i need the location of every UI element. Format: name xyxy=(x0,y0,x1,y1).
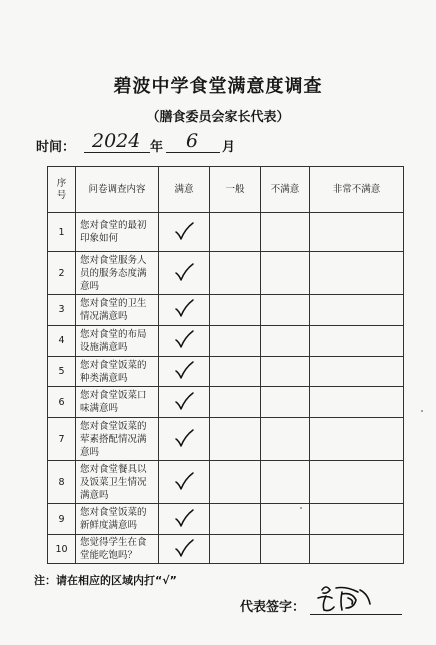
table-row xyxy=(48,356,404,387)
row-number: 5 xyxy=(48,356,76,387)
answer-cell-average[interactable] xyxy=(210,252,261,295)
answer-cell-satisfied[interactable] xyxy=(159,461,210,504)
header-very-unsatisfied: 非常不满意 xyxy=(310,167,404,213)
checkmark-icon xyxy=(173,428,195,448)
question-line: 新鲜度满意吗 xyxy=(80,520,138,532)
question-line: 情况满意吗 xyxy=(80,310,128,322)
checkmark-icon xyxy=(173,298,195,318)
question-line: 满意吗 xyxy=(80,489,109,501)
question-line: 您对食堂饭菜的 xyxy=(80,359,147,371)
month-label: 月 xyxy=(222,140,236,155)
answer-cell-very-unsatisfied[interactable] xyxy=(310,418,404,461)
question-line: 您对食堂服务人 xyxy=(80,254,147,266)
answer-cell-unsatisfied[interactable] xyxy=(261,213,310,252)
answer-cell-very-unsatisfied[interactable] xyxy=(310,325,404,356)
answer-cell-very-unsatisfied[interactable] xyxy=(310,295,404,326)
year-underline xyxy=(84,152,150,153)
answer-cell-unsatisfied[interactable] xyxy=(261,504,310,535)
table-row xyxy=(48,418,404,461)
question-text xyxy=(76,252,159,295)
checkmark-icon xyxy=(173,221,195,241)
header-average: 一般 xyxy=(210,167,261,213)
question-line: 您对食堂餐具以 xyxy=(80,463,147,475)
answer-cell-very-unsatisfied[interactable] xyxy=(310,387,404,418)
question-text xyxy=(76,295,159,326)
table-row xyxy=(48,387,404,418)
question-line: 您对食堂的卫生 xyxy=(80,297,147,309)
question-line: 堂能吃饱吗？ xyxy=(80,550,138,562)
row-number: 1 xyxy=(48,213,76,252)
checkmark-icon xyxy=(173,471,195,491)
answer-cell-satisfied[interactable] xyxy=(159,418,210,461)
question-line: 意吗 xyxy=(80,446,100,458)
answer-cell-satisfied[interactable] xyxy=(159,504,210,535)
answer-cell-very-unsatisfied[interactable] xyxy=(310,535,404,564)
answer-cell-satisfied[interactable] xyxy=(159,252,210,295)
question-line: 您对食堂的布局 xyxy=(80,328,147,340)
answer-cell-average[interactable] xyxy=(210,418,261,461)
form-title: 碧波中学食堂满意度调查 xyxy=(113,76,323,97)
row-number: 10 xyxy=(48,535,76,564)
table-row xyxy=(48,295,404,326)
note-text: 注：请在相应的区域内打“√” xyxy=(34,574,177,587)
row-number: 9 xyxy=(48,504,76,535)
answer-cell-satisfied[interactable] xyxy=(159,535,210,564)
table-row xyxy=(48,213,404,252)
answer-cell-very-unsatisfied[interactable] xyxy=(310,252,404,295)
question-line: 设施满意吗 xyxy=(80,341,128,353)
month-underline xyxy=(166,152,220,153)
table-row xyxy=(48,325,404,356)
answer-cell-very-unsatisfied[interactable] xyxy=(310,356,404,387)
answer-cell-unsatisfied[interactable] xyxy=(261,325,310,356)
question-line: 员的服务态度满 xyxy=(80,267,147,279)
checkmark-icon xyxy=(173,538,195,558)
scan-speck xyxy=(300,507,302,509)
answer-cell-satisfied[interactable] xyxy=(159,387,210,418)
checkmark-icon xyxy=(173,329,195,349)
header-no xyxy=(48,167,76,213)
question-line: 您对食堂饭菜口 xyxy=(80,390,147,402)
answer-cell-average[interactable] xyxy=(210,387,261,418)
answer-cell-average[interactable] xyxy=(210,504,261,535)
header-satisfied: 满意 xyxy=(159,167,210,213)
question-text xyxy=(76,325,159,356)
question-text xyxy=(76,461,159,504)
row-number: 4 xyxy=(48,325,76,356)
table-row xyxy=(48,252,404,295)
question-text xyxy=(76,387,159,418)
answer-cell-unsatisfied[interactable] xyxy=(261,461,310,504)
form-subtitle: （膳食委员会家长代表） xyxy=(146,110,290,125)
row-number: 6 xyxy=(48,387,76,418)
answer-cell-average[interactable] xyxy=(210,535,261,564)
answer-cell-unsatisfied[interactable] xyxy=(261,418,310,461)
question-text xyxy=(76,213,159,252)
answer-cell-very-unsatisfied[interactable] xyxy=(310,461,404,504)
question-line: 您对食堂的最初 xyxy=(80,220,147,231)
answer-cell-satisfied[interactable] xyxy=(159,213,210,252)
checkmark-icon xyxy=(173,360,195,380)
header-no-line2: 号 xyxy=(56,189,67,201)
handwritten-signature xyxy=(312,580,382,614)
question-text xyxy=(76,356,159,387)
answer-cell-unsatisfied[interactable] xyxy=(261,252,310,295)
answer-cell-unsatisfied[interactable] xyxy=(261,295,310,326)
question-line: 您觉得学生在食 xyxy=(80,537,147,549)
year-handwritten: 2024 xyxy=(92,130,141,152)
row-number: 8 xyxy=(48,461,76,504)
signature-label: 代表签字： xyxy=(240,600,306,615)
answer-cell-satisfied[interactable] xyxy=(159,295,210,326)
answer-cell-satisfied[interactable] xyxy=(159,325,210,356)
survey-table xyxy=(47,166,404,564)
time-label: 时间： xyxy=(36,140,76,155)
answer-cell-unsatisfied[interactable] xyxy=(261,535,310,564)
question-text xyxy=(76,418,159,461)
question-line: 印象如何 xyxy=(80,233,119,244)
checkmark-icon xyxy=(173,262,195,282)
header-no-line1: 序 xyxy=(56,177,67,189)
answer-cell-unsatisfied[interactable] xyxy=(261,356,310,387)
question-line: 荤素搭配情况满 xyxy=(80,433,147,445)
question-line: 味满意吗 xyxy=(80,403,119,415)
table-row xyxy=(48,535,404,564)
answer-cell-average[interactable] xyxy=(210,213,261,252)
answer-cell-very-unsatisfied[interactable] xyxy=(310,213,404,252)
table-row xyxy=(48,504,404,535)
answer-cell-satisfied[interactable] xyxy=(159,356,210,387)
month-handwritten: 6 xyxy=(186,130,199,152)
answer-cell-very-unsatisfied[interactable] xyxy=(310,504,404,535)
answer-cell-average[interactable] xyxy=(210,461,261,504)
checkmark-icon xyxy=(173,391,195,411)
answer-cell-unsatisfied[interactable] xyxy=(261,387,310,418)
question-text xyxy=(76,535,159,564)
signature-underline xyxy=(310,614,402,615)
row-number: 2 xyxy=(48,252,76,295)
answer-cell-average[interactable] xyxy=(210,325,261,356)
header-row xyxy=(48,167,404,213)
question-line: 种类满意吗 xyxy=(80,372,128,384)
answer-cell-average[interactable] xyxy=(210,295,261,326)
header-question: 问卷调查内容 xyxy=(76,167,159,213)
checkmark-icon xyxy=(173,508,195,528)
scan-speck xyxy=(421,410,423,412)
question-line: 意吗 xyxy=(80,280,100,292)
year-label: 年 xyxy=(150,140,164,155)
row-number: 3 xyxy=(48,295,76,326)
date-line xyxy=(36,130,416,156)
survey-body xyxy=(48,213,404,564)
question-line: 及饭菜卫生情况 xyxy=(80,476,147,488)
row-number: 7 xyxy=(48,418,76,461)
header-unsatisfied: 不满意 xyxy=(261,167,310,213)
table-row xyxy=(48,461,404,504)
question-line: 您对食堂饭菜的 xyxy=(80,420,147,432)
question-line: 您对食堂饭菜的 xyxy=(80,507,147,519)
question-text xyxy=(76,504,159,535)
answer-cell-average[interactable] xyxy=(210,356,261,387)
